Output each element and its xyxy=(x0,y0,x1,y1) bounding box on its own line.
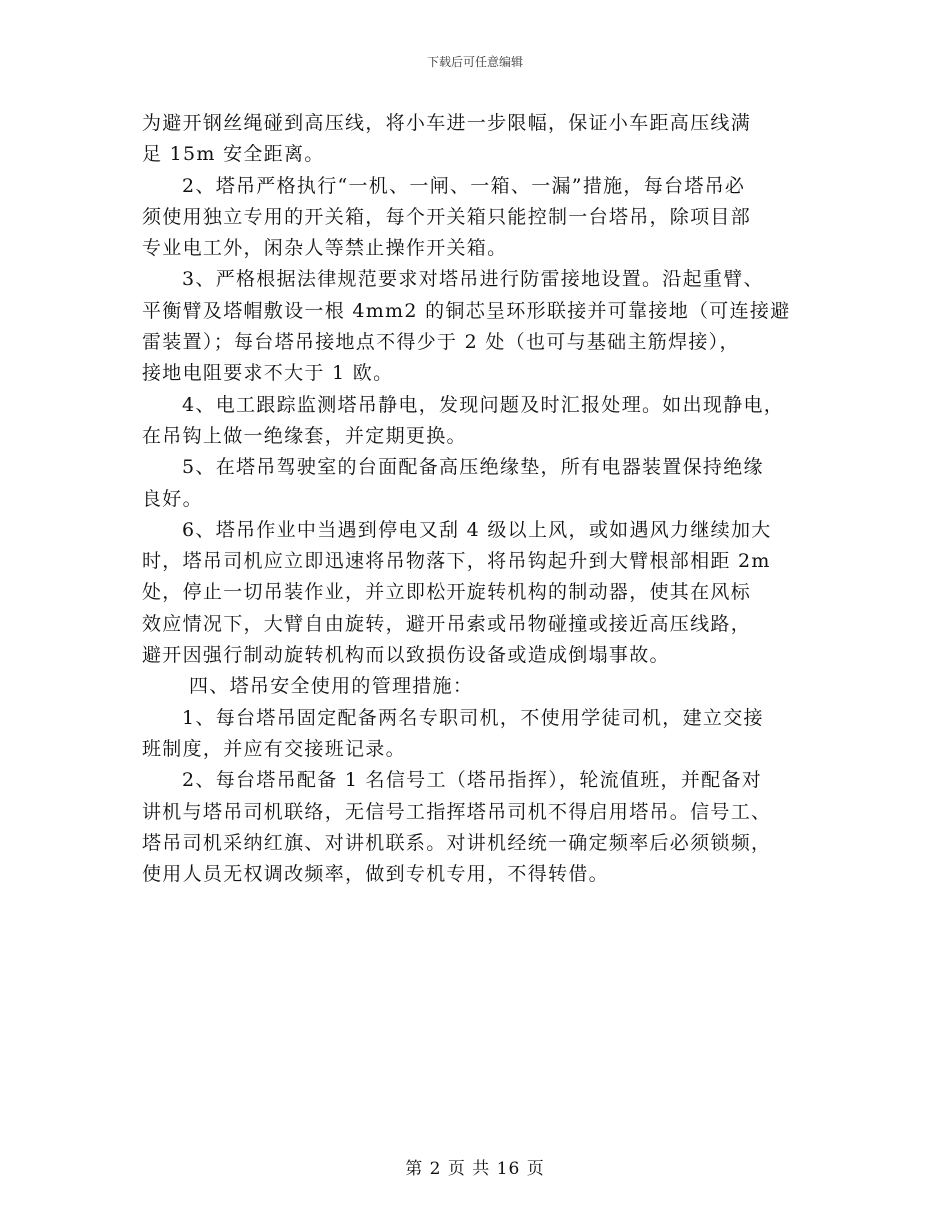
text-line: 避开因强行制动旋转机构而以致损伤设备或造成倒塌事故。 xyxy=(142,644,670,667)
text-line: 为避开钢丝绳碰到高压线，将小车进一步限幅，保证小车距高压线满 xyxy=(142,112,752,134)
page-footer: 第 2 页 共 16 页 xyxy=(405,1159,545,1179)
text-line: 2、塔吊严格执行“一机、一闸、一箱、一漏”措施，每台塔吊必 xyxy=(182,174,746,197)
section-heading: 四、塔吊安全使用的管理措施： xyxy=(189,675,474,698)
text-line: 讲机与塔吊司机联络，无信号工指挥塔吊司机不得启用塔吊。信号工、 xyxy=(142,800,772,823)
text-line: 接地电阻要求不大于 1 欧。 xyxy=(142,362,394,385)
text-line: 专业电工外，闲杂人等禁止操作开关箱。 xyxy=(142,237,508,260)
text-line: 塔吊司机采纳红旗、对讲机联系。对讲机经统一确定频率后必须锁频， xyxy=(142,831,772,854)
text-line: 效应情况下，大臂自由旋转，避开吊索或吊物碰撞或接近高压线路， xyxy=(142,612,752,635)
text-line: 须使用独立专用的开关箱，每个开关箱只能控制一台塔吊，除项目部 xyxy=(142,205,752,228)
text-line: 处，停止一切吊装作业，并立即松开旋转机构的制动器，使其在风标 xyxy=(142,581,752,604)
text-line: 在吊钩上做一绝缘套，并定期更换。 xyxy=(142,424,467,447)
text-line: 足 15m 安全距离。 xyxy=(142,143,325,166)
document-body xyxy=(142,108,810,890)
text-line: 平衡臂及塔帽敷设一根 4mm2 的铜芯呈环形联接并可靠接地（可连接避 xyxy=(142,299,791,322)
text-line: 2、每台塔吊配备 1 名信号工（塔吊指挥），轮流值班，并配备对 xyxy=(182,769,763,792)
page-header: 下载后可任意编辑 xyxy=(426,55,523,69)
text-line: 良好。 xyxy=(142,487,203,510)
text-line: 班制度，并应有交接班记录。 xyxy=(142,737,406,760)
text-line: 5、在塔吊驾驶室的台面配备高压绝缘垫，所有电器装置保持绝缘 xyxy=(182,456,764,479)
text-line: 雷装置）；每台塔吊接地点不得少于 2 处（也可与基础主筋焊接）， xyxy=(142,331,740,354)
text-line: 4、电工跟踪监测塔吊静电，发现问题及时汇报处理。如出现静电， xyxy=(182,393,785,416)
text-line: 1、每台塔吊固定配备两名专职司机，不使用学徒司机，建立交接 xyxy=(182,706,764,729)
text-line: 3、严格根据法律规范要求对塔吊进行防雷接地设置。沿起重臂、 xyxy=(182,268,764,291)
text-line: 6、塔吊作业中当遇到停电又刮 4 级以上风，或如遇风力继续加大 xyxy=(182,518,772,541)
text-line: 时，塔吊司机应立即迅速将吊物落下，将吊钩起升到大臂根部相距 2m xyxy=(142,550,771,573)
text-line: 使用人员无权调改频率，做到专机专用，不得转借。 xyxy=(142,863,609,886)
